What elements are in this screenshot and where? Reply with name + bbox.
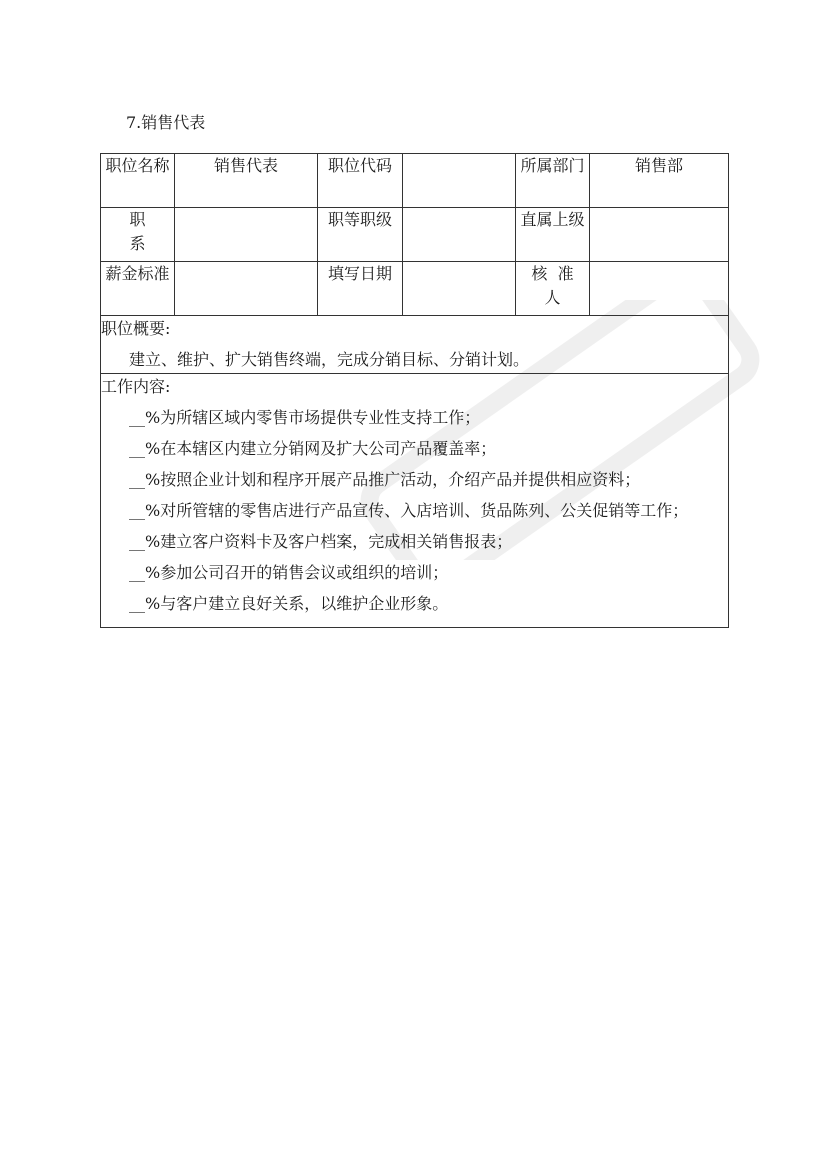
- table-row: [101, 316, 729, 374]
- department-value: 销售部: [590, 154, 729, 208]
- position-code-value: [403, 154, 516, 208]
- list-item: __%与客户建立良好关系，以维护企业形象。: [129, 594, 449, 613]
- section-title: 7.销售代表: [126, 113, 206, 132]
- supervisor-value: [590, 208, 729, 262]
- fill-date-value: [403, 262, 516, 316]
- approver-label: 核 准 人: [516, 262, 590, 316]
- salary-label: 薪金标准: [101, 262, 175, 316]
- list-item: __%在本辖区内建立分销网及扩大公司产品覆盖率；: [129, 439, 497, 458]
- list-item: __%按照企业计划和程序开展产品推广活动，介绍产品并提供相应资料；: [129, 470, 641, 489]
- table-row: [101, 374, 729, 628]
- position-name-value: 销售代表: [175, 154, 318, 208]
- grade-label: 职等职级: [318, 208, 403, 262]
- duties-heading: 工作内容:: [101, 377, 171, 396]
- list-item: __%参加公司召开的销售会议或组织的培训；: [129, 563, 449, 582]
- position-name-label: 职位名称: [101, 154, 175, 208]
- position-code-label: 职位代码: [318, 154, 403, 208]
- job-family-label: 职系: [101, 208, 175, 262]
- table-row: [101, 262, 729, 316]
- approver-value: [590, 262, 729, 316]
- list-item: __%为所辖区域内零售市场提供专业性支持工作；: [129, 408, 481, 427]
- summary-cell: [101, 316, 729, 374]
- summary-heading: 职位概要:: [101, 319, 171, 338]
- summary-text: 建立、维护、扩大销售终端，完成分销目标、分销计划。: [129, 350, 530, 369]
- duties-cell: [101, 374, 729, 628]
- job-description-table: [100, 153, 729, 628]
- fill-date-label: 填写日期: [318, 262, 403, 316]
- supervisor-label: 直属上级: [516, 208, 590, 262]
- department-label: 所属部门: [516, 154, 590, 208]
- job-family-value: [175, 208, 318, 262]
- grade-value: [403, 208, 516, 262]
- list-item: __%建立客户资料卡及客户档案，完成相关销售报表；: [129, 532, 513, 551]
- table-row: [101, 208, 729, 262]
- table-row: [101, 154, 729, 208]
- salary-value: [175, 262, 318, 316]
- list-item: __%对所管辖的零售店进行产品宣传、入店培训、货品陈列、公关促销等工作；: [129, 501, 689, 520]
